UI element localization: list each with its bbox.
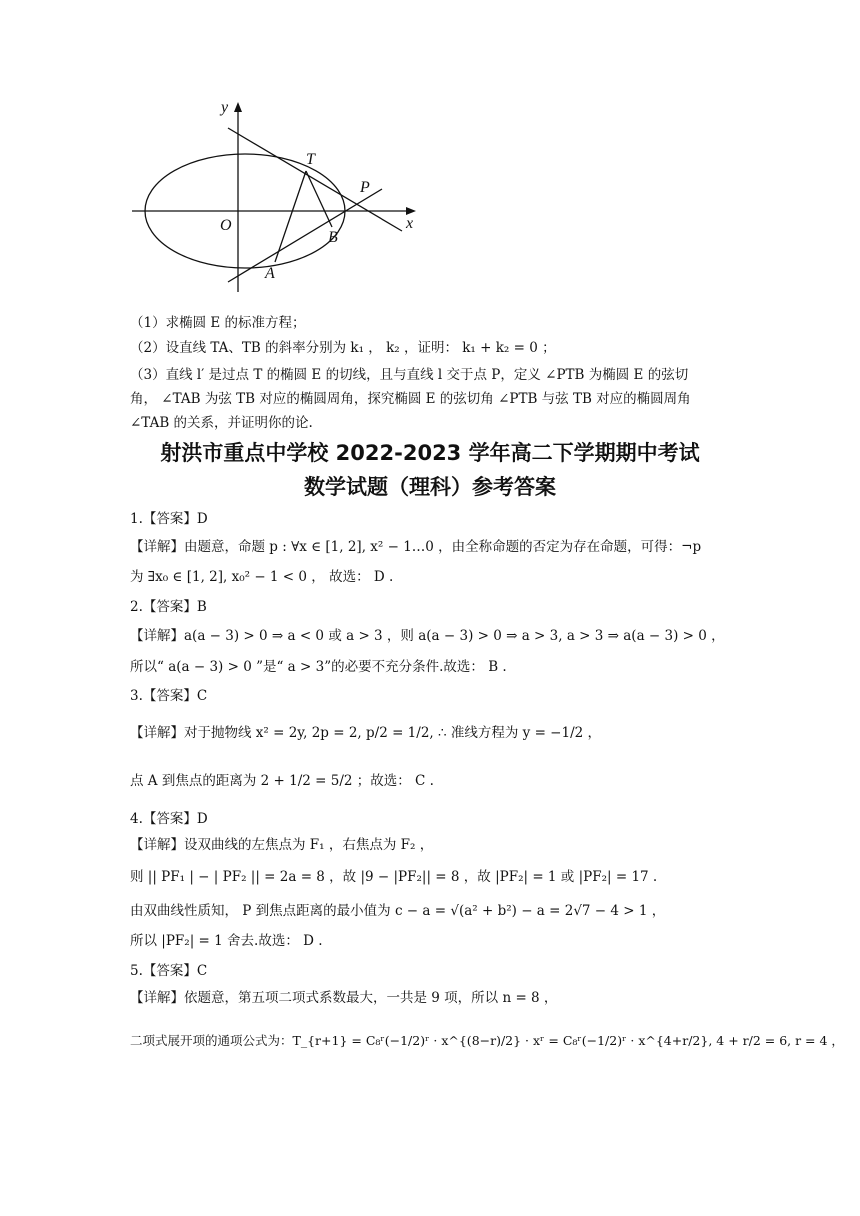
ellipse-figure [120, 92, 440, 312]
answer-2-detail-1: 【详解】a(a − 3) > 0 ⇒ a < 0 或 a > 3 ，则 a(a − 3) > 0 ⇒ a > 3, a > 3 ⇒ a(a − 3) > 0 ， [130, 628, 725, 644]
answer-4-header: 4.【答案】D [130, 811, 208, 827]
label-b: B [328, 229, 338, 246]
chord-ta [275, 171, 306, 262]
x-axis-arrow [406, 207, 416, 215]
question-3-line-2: 角， ∠TAB 为弦 TB 对应的椭圆周角，探究椭圆 E 的弦切角 ∠PTB 与弦 TB 对应的椭圆周角 [130, 391, 691, 407]
question-3-line-1: （3）直线 l′ 是过点 T 的椭圆 E 的切线，且与直线 l 交于点 P，定义 ∠PTB 为椭圆 E 的弦切 [130, 367, 689, 383]
answer-4-detail-4: 所以 |PF₂| = 1 舍去.故选： D . [130, 933, 323, 949]
question-3-line-3: ∠TAB 的关系，并证明你的论. [130, 415, 313, 431]
y-axis-arrow [234, 102, 242, 112]
answer-1-detail-1: 【详解】由题意，命题 p : ∀x ∈ [1, 2], x² − 1…0 ，由全称命题的否定为存在命题，可得：¬p [130, 539, 702, 555]
label-o: O [220, 217, 232, 234]
answer-2-detail-2: 所以“ a(a − 3) > 0 ”是“ a > 3”的必要不充分条件.故选： B . [130, 659, 507, 675]
answer-3-detail-1: 【详解】对于抛物线 x² = 2y, 2p = 2, p/2 = 1/2, ∴ 准线方程为 y = −1/2 ， [130, 725, 602, 741]
answer-title-line-2: 数学试题（理科）参考答案 [304, 475, 556, 499]
answer-5-detail-1: 【详解】依题意，第五项二项式系数最大，一共是 9 项，所以 n = 8 ， [130, 990, 558, 1006]
answer-1-detail-2: 为 ∃x₀ ∈ [1, 2], x₀² − 1 < 0 ， 故选： D . [130, 569, 394, 585]
question-2: （2）设直线 TA、TB 的斜率分别为 k₁ ， k₂ ，证明： k₁ + k₂ = 0 ； [130, 340, 556, 356]
label-t: T [306, 151, 315, 168]
answer-1-header: 1.【答案】D [130, 511, 208, 527]
answer-3-detail-2: 点 A 到焦点的距离为 2 + 1/2 = 5/2 ；故选： C . [130, 773, 434, 789]
answer-3-header: 3.【答案】C [130, 688, 208, 704]
label-p: P [360, 179, 370, 196]
answer-4-detail-1: 【详解】设双曲线的左焦点为 F₁ ，右焦点为 F₂ ， [130, 837, 434, 853]
answer-5-header: 5.【答案】C [130, 963, 208, 979]
answer-4-detail-2: 则 || PF₁ | − | PF₂ || = 2a = 8 ，故 |9 − |PF₂|| = 8 ，故 |PF₂| = 1 或 |PF₂| = 17 . [130, 869, 658, 885]
answer-5-detail-2: 二项式展开项的通项公式为：T_{r+1} = C₈ʳ(−1/2)ʳ · x^{(8−r)/2} · xʳ = C₈ʳ(−1/2)ʳ · x^{4+r/2}, 4 + r/2 = 6, r = 4 ， [130, 1033, 844, 1048]
answer-title-line-1: 射洪市重点中学校 2022-2023 学年高二下学期期中考试 [160, 441, 700, 465]
label-x: x [406, 215, 414, 232]
question-1: （1）求椭圆 E 的标准方程； [130, 315, 306, 331]
answer-4-detail-3: 由双曲线性质知， P 到焦点距离的最小值为 c − a = √(a² + b²) − a = 2√7 − 4 > 1 ， [130, 903, 666, 919]
line-l [228, 189, 382, 282]
tangent-line [228, 128, 402, 231]
label-y: y [221, 99, 229, 116]
label-a: A [265, 265, 275, 282]
answer-2-header: 2.【答案】B [130, 599, 207, 615]
